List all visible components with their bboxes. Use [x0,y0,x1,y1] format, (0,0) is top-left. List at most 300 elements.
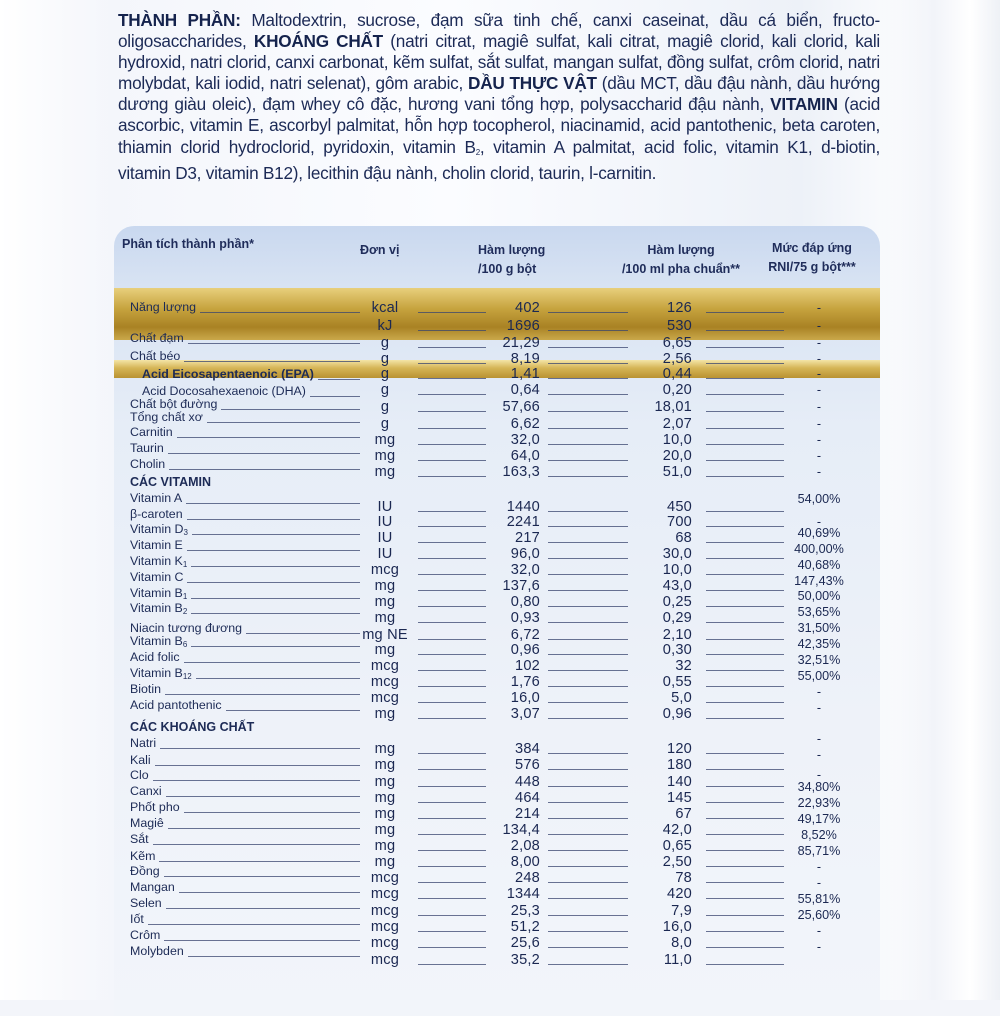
row-value-per-100g: 32,0 [510,562,540,578]
name-leader-line [179,892,360,893]
row-value-per-100ml: 0,29 [662,610,692,626]
row-value-per-100g: 464 [515,790,540,806]
name-leader-line [187,519,360,520]
ml-leader-line [706,931,784,932]
value-leader-line [548,882,628,883]
row-rni: 34,80% [797,780,841,794]
row-value-per-100ml: 120 [667,741,692,757]
row-value-per-100g: 0,64 [510,382,540,398]
row-name [130,815,164,831]
name-leader-line [207,422,360,423]
row-unit: mcg [370,935,400,951]
ingredients-text-5: , vitamin A palmitat, acid folic, vitamin K1, d-biotin, vitamin D3, vitamin B12), lecithin đậu nành, cholin clorid, taurin, l-carnitin. [118,136,880,183]
row-name [130,831,149,847]
row-value-per-100g: 0,80 [510,594,540,610]
row-name-text: Cholin [130,457,166,471]
row-value-per-100ml: 0,30 [662,642,692,658]
row-name [130,600,187,620]
row-value-per-100g: 1,41 [510,366,540,382]
value-leader-line [548,347,628,348]
row-value-per-100ml: 10,0 [662,562,692,578]
row-value-per-100ml: 126 [667,300,692,316]
name-leader-line [226,710,360,711]
value-leader-line [548,850,628,851]
name-leader-line [164,876,360,877]
row-unit: mg [374,822,396,838]
row-name-text: CÁC KHOÁNG CHẤT [130,720,255,734]
row-unit: mg [374,741,396,757]
row-name-text: Chất béo [130,349,181,363]
row-value-per-100ml: 0,20 [662,382,692,398]
header-per100ml-line2: /100 ml pha chuẩn** [621,262,741,276]
row-value-per-100g: 248 [515,870,540,886]
row-rni: 400,00% [794,542,844,556]
name-leader-line [187,550,360,551]
row-value-per-100ml: 43,0 [662,578,692,594]
row-unit: mg [374,642,396,658]
row-name-text: Acid pantothenic [130,698,222,712]
row-value-per-100ml: 450 [667,499,692,515]
ml-leader-line [706,330,784,331]
name-leader-line [165,694,360,695]
row-name [130,848,155,864]
row-name [130,943,184,959]
row-name-text: Niacin tương đương [130,621,243,635]
row-name [130,697,222,713]
value-leader-line [548,460,628,461]
row-value-per-100g: 137,6 [502,578,540,594]
row-rni: 31,50% [797,621,841,635]
row-rni: - [816,768,822,782]
row-unit: mcg [370,690,400,706]
name-leader-line [188,343,360,344]
value-leader-line [548,542,628,543]
ml-leader-line [706,526,784,527]
row-name-text: Acid Eicosapentaenoic (EPA) [142,367,314,381]
row-name [130,927,160,943]
section-heading [130,474,211,490]
name-leader-line [166,796,360,797]
row-name-text: β-caroten [130,507,183,521]
row-rni: - [816,301,822,315]
row-value-per-100ml: 530 [667,318,692,334]
row-rni: - [816,515,822,529]
ingredients-subscript: 2 [475,147,480,157]
row-rni: - [816,732,822,746]
ingredients-text-1: Maltodextrin, sucrose, đạm sữa tinh chế, canxi caseinat, dầu cá biển, fructo-oligosaccharides, [118,10,880,52]
name-leader-line [153,844,360,845]
row-name-text: CÁC VITAMIN [130,475,212,489]
value-leader-line [548,606,628,607]
row-unit: mg [374,790,396,806]
row-value-per-100g: 3,07 [510,706,540,722]
row-value-per-100ml: 700 [667,514,692,530]
value-leader-line [548,378,628,379]
row-name-text: Kali [130,753,151,767]
row-name-text: Sắt [130,832,149,846]
value-leader-line [548,654,628,655]
row-value-per-100g: 0,96 [510,642,540,658]
row-value-per-100g: 576 [515,757,540,773]
name-leader-line [191,613,360,614]
row-value-per-100g: 217 [515,530,540,546]
row-unit: IU [377,546,393,562]
row-value-per-100g: 2,08 [510,838,540,854]
row-rni: 55,81% [797,892,841,906]
row-value-per-100g: 51,2 [510,919,540,935]
row-unit: mg [374,806,396,822]
value-leader-line [548,330,628,331]
row-unit: mcg [370,870,400,886]
row-unit: mg [374,838,396,854]
row-value-per-100ml: 68 [675,530,692,546]
ml-leader-line [706,702,784,703]
row-name-text: Vitamin B [130,586,183,600]
row-value-per-100g: 402 [515,300,540,316]
row-value-per-100ml: 180 [667,757,692,773]
row-name-text: Magiê [130,816,164,830]
row-name-text: Selen [130,896,162,910]
ingredients-heading: THÀNH PHẦN: [118,10,241,30]
row-value-per-100g: 102 [515,658,540,674]
row-value-per-100ml: 78 [675,870,692,886]
row-name [130,299,196,315]
row-unit: mcg [370,903,400,919]
row-rni: 49,17% [797,812,841,826]
row-rni: 147,43% [794,574,844,588]
value-leader-line [548,915,628,916]
row-name-text: Vitamin A [130,491,183,505]
row-value-per-100g: 214 [515,806,540,822]
row-unit: mcg [370,952,400,968]
name-leader-line [159,861,360,862]
ml-leader-line [706,411,784,412]
row-value-per-100ml: 8,0 [671,935,692,951]
row-rni: 53,65% [797,605,841,619]
name-leader-line [168,828,360,829]
value-leader-line [548,394,628,395]
row-name [130,330,184,346]
row-rni: - [816,701,822,715]
value-leader-line [548,769,628,770]
row-value-per-100ml: 5,0 [671,690,692,706]
row-name [130,569,183,585]
ml-leader-line [706,639,784,640]
value-leader-line [548,511,628,512]
name-leader-line [155,765,360,766]
row-name [130,783,162,799]
ingredients-text-3: (dầu MCT, dầu đậu nành, dầu hướng dương giàu oleic), đạm whey cô đặc, hương vani tổng hợp, polysaccharid đậu nành, [118,73,881,115]
row-rni: - [816,940,822,954]
row-name-text: Molybden [130,944,184,958]
row-value-per-100g: 6,62 [510,416,540,432]
ml-leader-line [706,460,784,461]
row-name [142,366,314,382]
row-name-text: Vitamin E [130,538,183,552]
row-name-text: Năng lượng [130,300,197,314]
row-rni: - [816,449,822,463]
ml-leader-line [706,753,784,754]
row-value-per-100ml: 2,07 [662,416,692,432]
row-unit: mcg [370,674,400,690]
row-value-per-100g: 1440 [506,499,540,515]
row-rni: - [816,685,822,699]
row-unit: mg [374,578,396,594]
row-name-text: Biotin [130,682,161,696]
header-per100ml-line1: Hàm lượng [647,243,715,257]
ml-leader-line [706,915,784,916]
name-leader-line [221,409,360,410]
value-leader-line [548,964,628,965]
name-leader-line [186,503,360,504]
row-value-per-100ml: 2,56 [662,351,692,367]
row-rni: - [816,748,822,762]
row-value-per-100g: 1696 [506,318,540,334]
row-value-per-100g: 384 [515,741,540,757]
row-name [130,409,203,425]
row-rni: - [816,924,822,938]
value-leader-line [548,444,628,445]
row-value-per-100g: 57,66 [502,399,540,415]
header-rni-line1: Mức đáp ứng [772,241,852,255]
vitamin-heading: VITAMIN [770,94,838,115]
name-leader-line [148,924,360,925]
row-rni: 54,00% [797,492,841,506]
value-leader-line [548,639,628,640]
ml-leader-line [706,622,784,623]
name-leader-line [200,312,360,313]
ml-leader-line [706,542,784,543]
row-unit: mg NE [362,627,408,643]
row-name [130,348,180,364]
row-value-per-100g: 21,29 [502,335,540,351]
row-unit: mg [374,432,396,448]
ml-leader-line [706,312,784,313]
value-leader-line [548,363,628,364]
value-leader-line [548,686,628,687]
ml-leader-line [706,654,784,655]
name-leader-line [153,780,360,781]
value-leader-line [548,802,628,803]
header-per100g-line1: Hàm lượng [478,243,546,257]
value-leader-line [548,574,628,575]
row-name-subscript: 12 [182,672,192,681]
row-unit: g [380,351,390,367]
row-name-text: Vitamin K [130,554,183,568]
ml-leader-line [706,378,784,379]
name-leader-line [164,940,360,941]
row-unit: IU [377,499,393,515]
name-leader-line [187,582,360,583]
row-name-text: Đồng [130,864,160,878]
row-name-text: Acid folic [130,650,180,664]
row-name-text: Acid Docosahexaenoic (DHA) [142,384,306,398]
header-rni-line2: RNI/75 g bột*** [768,260,856,274]
name-leader-line [246,633,360,634]
row-name [130,424,173,440]
name-leader-line [166,908,360,909]
row-rni: 85,71% [797,844,841,858]
value-leader-line [548,428,628,429]
value-leader-line [548,526,628,527]
name-leader-line [191,598,360,599]
row-name [130,649,180,665]
row-value-per-100ml: 6,65 [662,335,692,351]
row-unit: g [380,382,390,398]
ml-leader-line [706,606,784,607]
row-value-per-100ml: 18,01 [654,399,692,415]
value-leader-line [548,947,628,948]
row-unit: mg [374,757,396,773]
name-leader-line [177,437,360,438]
value-leader-line [548,590,628,591]
row-value-per-100ml: 42,0 [662,822,692,838]
row-unit: mg [374,774,396,790]
row-unit: g [380,399,390,415]
row-value-per-100ml: 51,0 [662,464,692,480]
ml-leader-line [706,686,784,687]
row-name-text: Natri [130,736,157,750]
row-value-per-100ml: 16,0 [662,919,692,935]
row-unit: mcg [370,562,400,578]
value-leader-line [548,312,628,313]
row-value-per-100g: 2241 [506,514,540,530]
header-per100g-line2: /100 g bột [478,262,537,276]
value-leader-line [548,786,628,787]
value-leader-line [548,702,628,703]
row-value-per-100g: 1344 [506,886,540,902]
row-unit: kJ [377,318,393,334]
value-leader-line [548,411,628,412]
row-value-per-100ml: 0,44 [662,366,692,382]
row-name-text: Canxi [130,784,162,798]
value-leader-line [548,818,628,819]
name-leader-line [184,812,360,813]
ml-leader-line [706,898,784,899]
name-leader-line [188,956,360,957]
row-unit: mg [374,610,396,626]
value-leader-line [548,866,628,867]
value-leader-line [548,670,628,671]
row-name-subscript: 1 [182,592,188,601]
row-name [130,799,180,815]
row-name-text: Vitamin C [130,570,184,584]
row-value-per-100g: 96,0 [510,546,540,562]
row-name-text: Carnitin [130,425,173,439]
row-unit: g [380,416,390,432]
row-value-per-100g: 134,4 [502,822,540,838]
row-name [130,440,164,456]
header-composition: Phân tích thành phần* [122,237,254,251]
row-rni: - [816,383,822,397]
row-value-per-100g: 1,76 [510,674,540,690]
row-rni: - [816,433,822,447]
row-name-subscript: 6 [182,640,188,649]
row-value-per-100g: 35,2 [510,952,540,968]
row-rni: - [816,319,822,333]
row-name-text: Crôm [130,928,161,942]
name-leader-line [184,662,360,663]
row-name [130,735,156,751]
row-rni: - [816,417,822,431]
name-leader-line [184,361,360,362]
row-unit: IU [377,530,393,546]
row-name-text: Vitamin B [130,634,183,648]
row-name-text: Iốt [130,912,144,926]
row-rni: 8,52% [801,828,837,842]
row-name-text: Vitamin B [130,666,183,680]
row-value-per-100g: 6,72 [510,627,540,643]
row-rni: - [816,336,822,350]
row-name-subscript: 2 [182,607,188,616]
row-value-per-100ml: 7,9 [671,903,692,919]
row-value-per-100ml: 0,96 [662,706,692,722]
row-value-per-100g: 448 [515,774,540,790]
ml-leader-line [706,476,784,477]
ml-leader-line [706,590,784,591]
ml-leader-line [706,670,784,671]
value-leader-line [548,718,628,719]
name-leader-line [168,453,360,454]
row-rni: - [816,400,822,414]
row-name [130,681,161,697]
ml-leader-line [706,866,784,867]
row-name-subscript: 1 [182,560,188,569]
name-leader-line [192,534,360,535]
row-name [130,879,175,895]
row-rni: - [816,465,822,479]
row-rni: - [816,367,822,381]
ml-leader-line [706,769,784,770]
section-heading [130,719,254,735]
row-value-per-100ml: 420 [667,886,692,902]
row-name [130,506,183,522]
row-value-per-100g: 25,3 [510,903,540,919]
row-name [130,863,160,879]
row-rni: - [816,352,822,366]
row-value-per-100ml: 2,10 [662,627,692,643]
row-value-per-100g: 64,0 [510,448,540,464]
row-value-per-100ml: 2,50 [662,854,692,870]
ml-leader-line [706,818,784,819]
row-value-per-100g: 8,19 [510,351,540,367]
ml-leader-line [706,947,784,948]
ml-leader-line [706,394,784,395]
ml-leader-line [706,802,784,803]
row-name [130,895,162,911]
ml-leader-line [706,444,784,445]
row-value-per-100ml: 67 [675,806,692,822]
row-unit: IU [377,514,393,530]
row-unit: g [380,335,390,351]
value-leader-line [548,931,628,932]
row-name [130,456,165,472]
ml-leader-line [706,834,784,835]
row-unit: mcg [370,919,400,935]
row-value-per-100g: 8,00 [510,854,540,870]
row-rni: 55,00% [797,669,841,683]
value-leader-line [548,898,628,899]
row-name [130,752,151,768]
row-value-per-100g: 25,6 [510,935,540,951]
row-name-text: Phốt pho [130,800,180,814]
row-value-per-100ml: 30,0 [662,546,692,562]
row-name-text: Taurin [130,441,164,455]
row-rni: 40,69% [797,526,841,540]
row-rni: 25,60% [797,908,841,922]
row-value-per-100ml: 145 [667,790,692,806]
ml-leader-line [706,964,784,965]
